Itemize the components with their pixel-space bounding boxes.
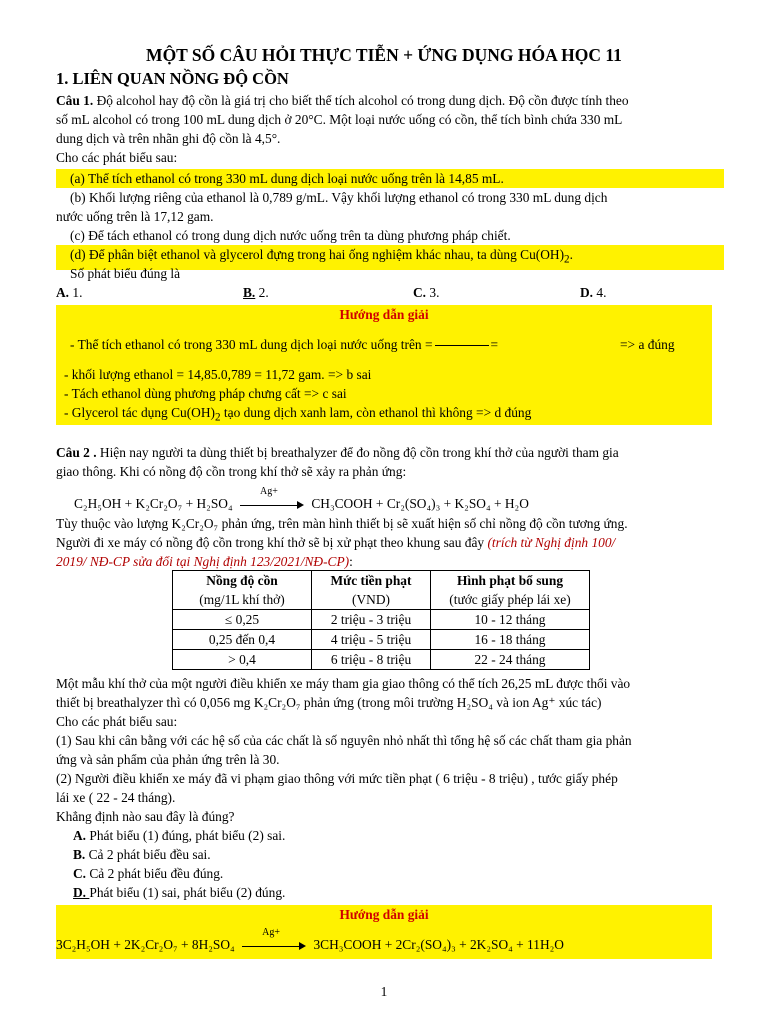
table-row: 0,25 đến 0,4 4 triệu - 5 triệu 16 - 18 tháng <box>173 630 590 650</box>
q2-body: Một mẫu khí thở của một người điều khiển xe máy tham gia giao thông có thể tích 26,25 mL được thổi vào thiết bị breathalyzer thì có 0,056 mg K₂Cr₂O₇ phản ứng (trong môi trường H₂SO₄ và ion Ag⁺ xúc tác) Cho các phát biểu sau: (1) Sau khi cân bằng với các hệ số của các chất là số nguyên nhỏ nhất thì tổng hệ số các chất tham gia phản ứng và sản phẩm của phản ứng trên là 30. (2) Người điều khiển xe máy đã vi phạm giao thông với mức tiền phạt ( 6 triệu - 8 triệu) , tước giấy phép lái xe ( 22 - 24 tháng). Khẳng định nào sau đây là đúng? A. Phát biểu (1) đúng, phát biểu (2) sai. B. Cả 2 phát biểu đều sai. C. Cả 2 phát biểu đều đúng. D. Phát biểu (1) sai, phát biểu (2) đúng. <box>56 674 718 902</box>
q1-statement-d: (d) Để phân biệt ethanol và glycerol đựng trong hai ống nghiệm khác nhau, ta dùng $Cu(OH)_2$. <box>56 245 718 264</box>
q1-stem-line: số mL alcohol có trong 100 mL dung dịch ở 20°C. Một loại nước uống có cồn, thể tích bình chứa 330 mL <box>56 112 623 127</box>
q2-option-c: C. Cả 2 phát biểu đều đúng. <box>73 866 224 881</box>
q2-option-a: A. Phát biểu (1) đúng, phát biểu (2) sai. <box>73 828 286 843</box>
section-heading: 1. LIÊN QUAN NỒNG ĐỘ CỒN <box>56 69 289 88</box>
table-row: ≤ 0,25 2 triệu - 3 triệu 10 - 12 tháng <box>173 610 590 630</box>
q2-solution-box <box>56 905 712 959</box>
q1-statement-c: (c) Để tách ethanol có trong dung dịch nước uống trên ta dùng phương pháp chiết. <box>70 228 511 243</box>
q2-label: Câu 2 . <box>56 445 97 460</box>
q2-guide-title: Hướng dẫn giải <box>339 907 429 922</box>
balanced-equation: 3C₂H₅OH + 2K₂Cr₂O₇ + 8H₂SO₄ Ag+ 3CH₃COOH + 2Cr₂(SO₄)₃ + 2K₂SO₄ + 11H₂O <box>56 926 564 952</box>
q2-option-b: B. Cả 2 phát biểu đều sai. <box>73 847 211 862</box>
question-2: Câu 2 . Hiện nay người ta dùng thiết bị breathalyzer để đo nồng độ cồn trong khí thở của người tham gia giao thông. Khi có nồng độ cồn trong khí thở sẽ xảy ra phản ứng: <box>56 445 619 479</box>
q1-stem-line: Câu 1. Độ alcohol hay độ cồn là giá trị cho biết thể tích alcohol có trong dung dịch. Độ cồn được tính theo <box>56 93 629 108</box>
q1-guide-title: Hướng dẫn giải <box>339 307 429 322</box>
q1-prompt: Cho các phát biểu sau: <box>56 150 178 165</box>
q1-statement-b: (b) Khối lượng riêng của ethanol là 0,789 g/mL. Vậy khối lượng ethanol có trong 330 mL dung dịch <box>70 190 608 205</box>
q1-solution-line-1: - Thể tích ethanol có trong 330 mL dung dịch loại nước uống trên = = <box>70 337 499 352</box>
q2-statement-1: (1) Sau khi cân bằng với các hệ số của các chất là số nguyên nhỏ nhất thì tổng hệ số các chất tham gia phản <box>56 733 632 748</box>
reaction-arrow-icon: Ag+ <box>242 940 306 952</box>
q1-solution-line-3: - Tách ethanol dùng phương pháp chưng cất => c sai <box>64 386 347 401</box>
fraction-bar <box>435 345 489 346</box>
page-number: 1 <box>380 984 388 999</box>
table-row: > 0,4 6 triệu - 8 triệu 22 - 24 tháng <box>173 650 590 670</box>
q2-option-d: D. Phát biểu (1) sai, phát biểu (2) đúng. <box>73 885 286 900</box>
q1-solution-result: => a đúng <box>620 337 675 352</box>
q2-statement-2: (2) Người điều khiển xe máy đã vi phạm giao thông với mức tiền phạt ( 6 triệu - 8 triệu) , tước giấy phép <box>56 771 618 786</box>
q1-option-d: D. 4. <box>580 285 607 300</box>
q1-solution-line-4: - Glycerol tác dụng $Cu(OH)_2$ tạo dung dịch xanh lam, còn ethanol thì không => d đúng <box>64 405 532 424</box>
q1-stem-line: dung dịch và trên nhãn ghi độ cồn là 4,5°. <box>56 131 281 146</box>
q2-context: Tùy thuộc vào lượng K₂Cr₂O₇ phản ứng, trên màn hình thiết bị sẽ xuất hiện số chỉ nồng độ cồn tương ứng. Người đi xe máy có nồng độ cồn trong khí thở sẽ bị xử phạt theo khung sau đây (trích từ Nghị định 100/ 2019/ NĐ-CP sửa đổi tại Nghị định 123/2021/NĐ-CP): <box>56 516 628 569</box>
reaction-arrow-icon: Ag+ <box>240 499 304 511</box>
q1-options <box>56 283 718 302</box>
q1-option-a: A. 1. <box>56 285 83 300</box>
q1-option-b: B. 2. <box>243 285 269 300</box>
table-header-row: Nồng độ cồn (mg/1L khí thở) Mức tiền phạt (VND) Hình phạt bổ sung (tước giấy phép lái xe) <box>173 571 590 610</box>
page-title: MỘT SỐ CÂU HỎI THỰC TIỄN + ỨNG DỤNG HÓA HỌC 11 <box>146 45 622 65</box>
q1-option-c: C. 3. <box>413 285 440 300</box>
q1-solution-box <box>56 305 712 425</box>
penalty-table <box>172 570 590 670</box>
q1-label: Câu 1. <box>56 93 94 108</box>
question-1 <box>56 91 718 302</box>
q1-count-prompt: Số phát biểu đúng là <box>70 266 181 281</box>
q1-statement-a: (a) Thể tích ethanol có trong 330 mL dung dịch loại nước uống trên là 14,85 mL. <box>56 169 718 188</box>
q1-solution-line-2: - khối lượng ethanol = 14,85.0,789 = 11,72 gam. => b sai <box>64 367 372 382</box>
q1-statement-b-cont: nước uống trên là 17,12 gam. <box>56 209 214 224</box>
reaction-equation: C₂H₅OH + K₂Cr₂O₇ + H₂SO₄ Ag+ CH₃COOH + Cr₂(SO₄)₃ + K₂SO₄ + H₂O <box>74 485 529 511</box>
